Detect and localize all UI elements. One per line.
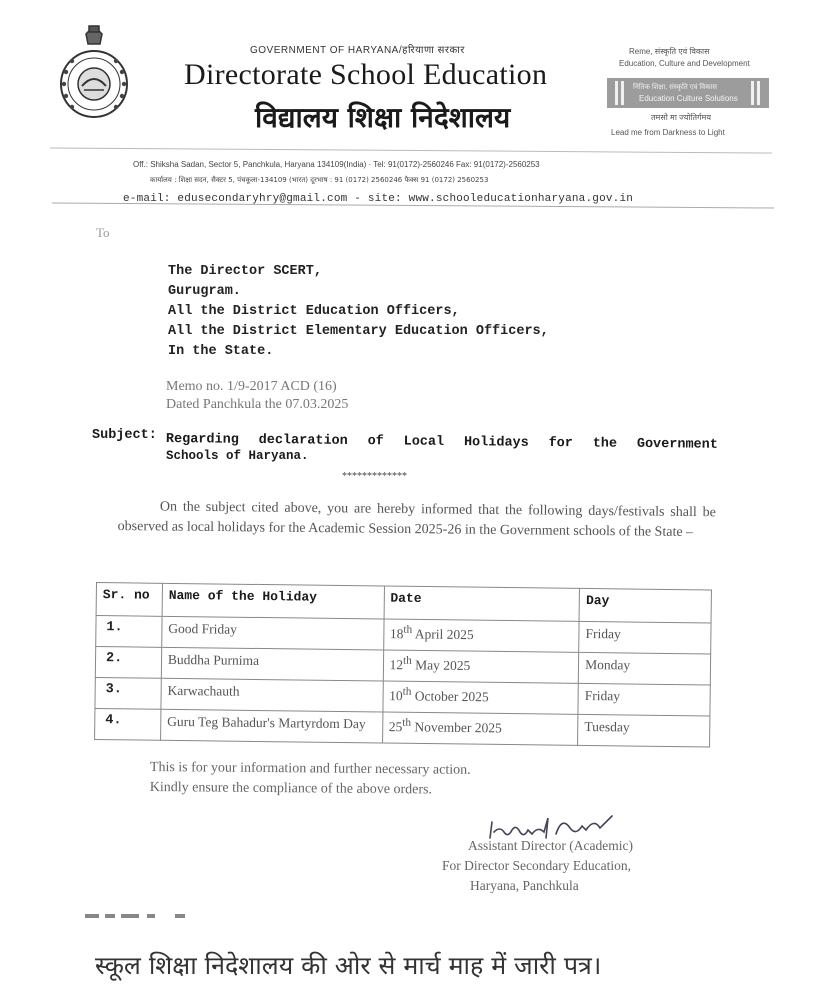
body-paragraph: On the subject cited above, you are hereby informed that the following days/festivals shall be observed as local holidays for the Academic Session 2025-26 in the Government schools of the State – (117, 499, 716, 541)
row-sr: 2. (95, 647, 161, 679)
directorate-title-english: Directorate School Education (184, 58, 548, 91)
subject-line-2: Schools of Haryana. (166, 449, 309, 463)
addressee-block (168, 262, 549, 362)
state-emblem-icon (56, 22, 132, 122)
logo-band (607, 78, 769, 108)
row-day: Friday (579, 621, 711, 654)
addressee-line: All the District Education Officers, (168, 304, 460, 319)
signatory-place: Haryana, Panchkula (470, 878, 579, 893)
row-date (383, 619, 579, 652)
date-day: 12 (389, 657, 404, 673)
signatory-designation: Assistant Director (Academic) (468, 838, 633, 853)
logo-motto-hindi: तमसो मा ज्योतिर्गमय (651, 113, 711, 122)
government-line: GOVERNMENT OF HARYANA/हरियाणा सरकार (250, 45, 465, 56)
logo-bar-left-2 (621, 81, 624, 105)
date-suffix: th (402, 716, 412, 729)
date-suffix: th (402, 685, 412, 698)
row-date (382, 681, 578, 714)
memo-number: Memo no. 1/9-2017 ACD (16) (166, 379, 337, 394)
row-holiday-name: Karwachauth (161, 678, 383, 712)
education-logo (603, 46, 771, 146)
closing-line-2: Kindly ensure the compliance of the above orders. (149, 779, 433, 798)
memo-date: Dated Panchkula the 07.03.2025 (166, 397, 349, 412)
email-website-line: e-mail: edusecondaryhry@gmail.com - site: www.schooleducationharyana.gov.in (123, 193, 634, 205)
row-holiday-name: Buddha Purnima (161, 647, 383, 681)
row-holiday-name: Guru Teg Bahadur's Martyrdom Day (160, 709, 382, 743)
signatory-for-line: For Director Secondary Education, (442, 858, 631, 873)
subject-label: Subject: (92, 428, 157, 443)
date-day: 10 (389, 688, 403, 704)
row-sr: 1. (96, 616, 162, 648)
header-sr-no: Sr. no (96, 583, 162, 617)
addressee-line: The Director SCERT, (168, 264, 322, 279)
row-date (383, 650, 579, 683)
header-divider (50, 147, 772, 153)
logo-bar-right (751, 81, 754, 105)
addressee-line: In the State. (168, 344, 274, 359)
header-day: Day (579, 588, 711, 623)
row-day: Monday (578, 652, 710, 685)
logo-bar-right-2 (757, 81, 760, 105)
row-day: Tuesday (578, 714, 710, 747)
directorate-title-hindi: विद्यालय शिक्षा निदेशालय (255, 101, 511, 134)
logo-line-1: Reme, संस्कृति एवं विकास (629, 47, 710, 56)
date-month-year: October 2025 (411, 688, 489, 705)
signatory-block (442, 836, 633, 896)
to-label: To (96, 225, 110, 240)
addressee-line: Gurugram. (168, 284, 241, 299)
office-address-english: Off.: Shiksha Sadan, Sector 5, Panchkula, Haryana 134109(India) · Tel: 91(0172)-2560246 Fax: 91(0172)-2560253 (133, 160, 540, 169)
holiday-table (94, 582, 712, 748)
cropped-text-fragment (85, 912, 205, 920)
logo-line-2: Education, Culture and Development (619, 59, 750, 68)
separator-stars: ************* (342, 471, 407, 482)
header-holiday-name: Name of the Holiday (162, 583, 384, 619)
closing-block (150, 758, 471, 801)
date-day: 25 (388, 719, 403, 735)
closing-line-1: This is for your information and further necessary action. (149, 759, 471, 778)
date-suffix: th (403, 623, 413, 636)
subject-line-1: Regarding declaration of Local Holidays for the Government (165, 432, 718, 453)
logo-bar-left (615, 81, 618, 105)
logo-motto-english: Lead me from Darkness to Light (611, 128, 725, 137)
table-row (95, 708, 710, 747)
logo-band-line-2: Education Culture Solutions (639, 94, 738, 103)
date-day: 18 (389, 626, 404, 642)
date-suffix: th (403, 654, 412, 667)
date-month-year: May 2025 (411, 657, 471, 674)
row-holiday-name: Good Friday (162, 616, 384, 650)
row-sr: 3. (95, 677, 161, 709)
news-caption: स्कूल शिक्षा निदेशालय की ओर से मार्च माह में जारी पत्र। (95, 951, 602, 980)
row-sr: 4. (95, 708, 161, 740)
row-date (382, 712, 578, 745)
date-month-year: April 2025 (412, 626, 474, 643)
addressee-line: All the District Elementary Education Officers, (168, 324, 549, 339)
memo-block (166, 378, 348, 414)
date-month-year: November 2025 (410, 719, 502, 736)
office-address-hindi: कार्यालय : शिक्षा सदन, सैक्टर 5, पंचकूला-134109 (भारत) दूरभाष : 91 (0172) 2560246 फैक्स 91 (0172) 2560253 (150, 176, 489, 184)
row-day: Friday (578, 683, 710, 716)
header-date: Date (384, 586, 580, 621)
logo-band-line-1: नितिक शिक्षा, संस्कृति एवं विकास (633, 84, 718, 91)
